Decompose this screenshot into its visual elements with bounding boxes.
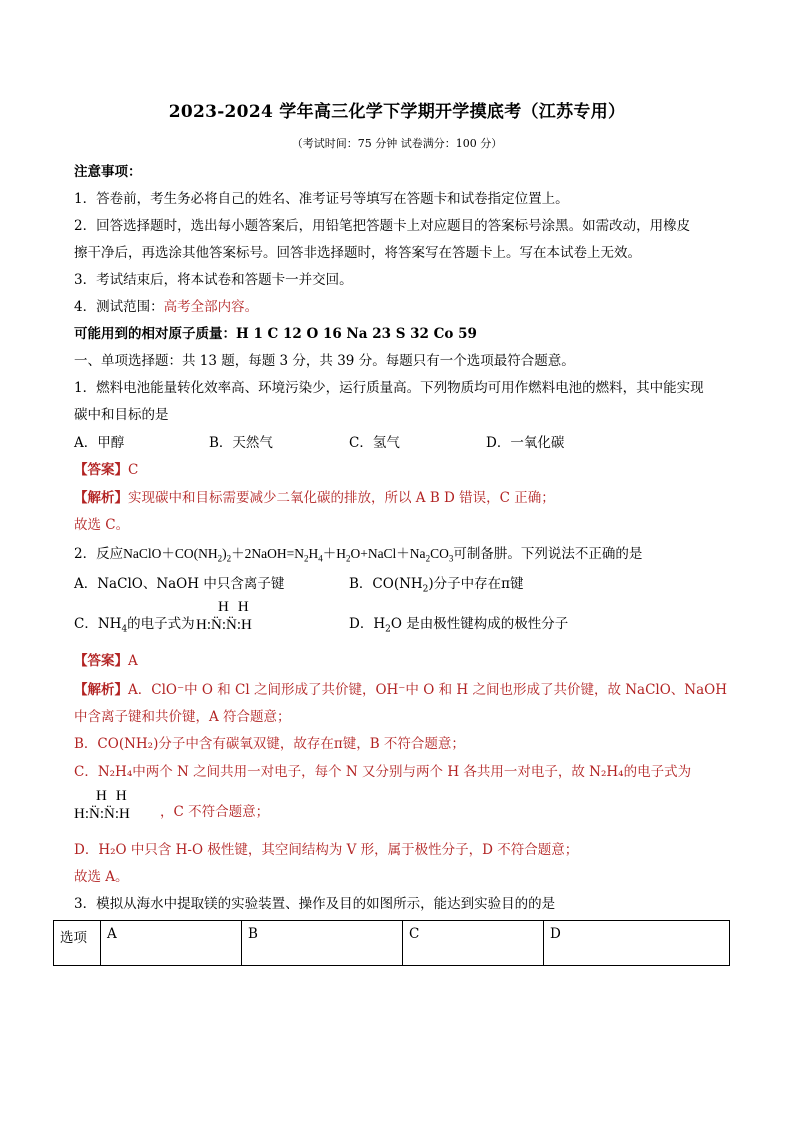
q1-analysis: [74, 488, 555, 508]
q2-option-a: A．NaClO、NaOH 中只含离子键: [74, 576, 285, 592]
section-heading: 一、单项选择题：共 13 题，每题 3 分，共 39 分。每题只有一个选项最符合题意。: [74, 353, 575, 369]
note-4-prefix: 4．测试范围：: [74, 299, 164, 315]
page-title: 2023-2024 学年高三化学下学期开学摸底考（江苏专用）: [168, 102, 626, 122]
q2-option-d-text: D．H: [349, 616, 386, 632]
answer-label: 【答案】: [74, 462, 128, 478]
q2-option-b-text: B．CO(NH: [349, 576, 423, 592]
answer-value: C: [128, 462, 139, 478]
q1-stem-2: 碳中和目标的是: [74, 407, 169, 423]
table-header-cell: D: [544, 921, 730, 966]
note-3: 3．考试结束后，将本试卷和答题卡一并交回。: [74, 272, 353, 288]
q3-stem: 3．模拟从海水中提取镁的实验装置、操作及目的如图所示，能达到实验目的的是: [74, 896, 556, 912]
q2-answer: [74, 651, 138, 671]
table-row: [54, 921, 730, 966]
lewis-structure-n2h4-analysis: HH H:N̈:N̈:H: [74, 788, 136, 822]
table-header-cell: 选项: [54, 921, 101, 966]
q1-option-d: D．一氧化碳: [486, 435, 565, 451]
note-2: 2．回答选择题时，选出每小题答案后，用铅笔把答题卡上对应题目的答案标号涂黑。如需改动，用橡皮: [74, 218, 691, 234]
q2-conclusion: 故选 A。: [74, 869, 129, 885]
q3-options-table: [53, 920, 730, 966]
q2-analysis-c: C．N₂H₄中两个 N 之间共用一对电子，每个 N 又分别与两个 H 各共用一对电子，故 N₂H₄的电子式为: [74, 764, 692, 780]
q2-option-c-suffix: 的电子式为: [127, 616, 195, 632]
answer-label: 【答案】: [74, 653, 128, 669]
q1-option-c: C．氢气: [349, 435, 400, 451]
table-header-cell: A: [101, 921, 242, 966]
analysis-text: A．ClO⁻中 O 和 Cl 之间形成了共价键，OH⁻中 O 和 H 之间也形成了共价键，故 NaClO、NaOH: [128, 682, 728, 698]
q2-stem: [74, 544, 642, 564]
q2-stem-suffix: 可制备肼。下列说法不正确的是: [453, 546, 643, 562]
q2-option-c-text: C．N: [74, 616, 110, 632]
q1-option-a: A．甲醇: [74, 435, 125, 451]
q2-analysis-b: B．CO(NH₂)分子中含有碳氧双键，故存在π键，B 不符合题意；: [74, 736, 465, 752]
q1-stem-1: 1．燃料电池能量转化效率高、环境污染少，运行质量高。下列物质均可用作燃料电池的燃料，其中能实现: [74, 380, 704, 396]
q2-option-d-suffix: O 是由极性键构成的极性分子: [390, 616, 569, 632]
atomic-mass-line: 可能用到的相对原子质量：H 1 C 12 O 16 Na 23 S 32 Co 59: [74, 326, 477, 342]
q2-option-d: D．$H_2O$ 是由极性键构成的极性分子: [349, 616, 569, 635]
note-2-cont: 擦干净后，再选涂其他答案标号。回答非选择题时，将答案写在答题卡上。写在本试卷上无效。: [74, 245, 641, 261]
q1-answer: [74, 460, 138, 480]
analysis-label: 【解析】: [74, 490, 128, 506]
q2-stem-prefix: 2．反应: [74, 546, 124, 562]
q2-analysis-d: D．H₂O 中只含 H-O 极性键，其空间结构为 V 形，属于极性分子，D 不符合题意；: [74, 842, 579, 858]
q2-analysis-a-cont: 中含离子键和共价键，A 符合题意；: [74, 709, 291, 725]
analysis-label: 【解析】: [74, 682, 128, 698]
note-1: 1．答卷前，考生务必将自己的姓名、准考证号等填写在答题卡和试卷指定位置上。: [74, 191, 569, 207]
note-4: [74, 297, 258, 317]
note-4-value: 高考全部内容。: [163, 299, 259, 315]
notes-heading: 注意事项：: [74, 164, 142, 180]
table-header-cell: B: [242, 921, 403, 966]
q2-analysis-a: [74, 680, 727, 700]
table-header-cell: C: [403, 921, 544, 966]
q1-conclusion: 故选 C。: [74, 517, 130, 533]
q1-option-b: B．天然气: [209, 435, 273, 451]
analysis-text: 实现碳中和目标需要减少二氧化碳的排放，所以 A B D 错误，C 正确；: [128, 490, 555, 506]
reaction-equation: $NaClO+CO(NH_2)_2+2NaOH=N_2H_4+H_2O+NaCl+Na_2CO_3$: [123, 546, 454, 564]
q2-option-b: B．$CO(NH_2)$分子中存在π键: [349, 576, 524, 595]
exam-info: （考试时间：75 分钟 试卷满分：100 分）: [291, 137, 503, 150]
answer-value: A: [128, 653, 138, 669]
q2-option-c: C．$NH_4$的电子式为: [74, 616, 195, 635]
lewis-structure-n2h4: HH H:N̈:N̈:H: [196, 599, 258, 633]
q2-option-b-suffix: )分子中存在π键: [428, 576, 524, 592]
q2-analysis-c-cont: ，C 不符合题意；: [160, 804, 270, 820]
